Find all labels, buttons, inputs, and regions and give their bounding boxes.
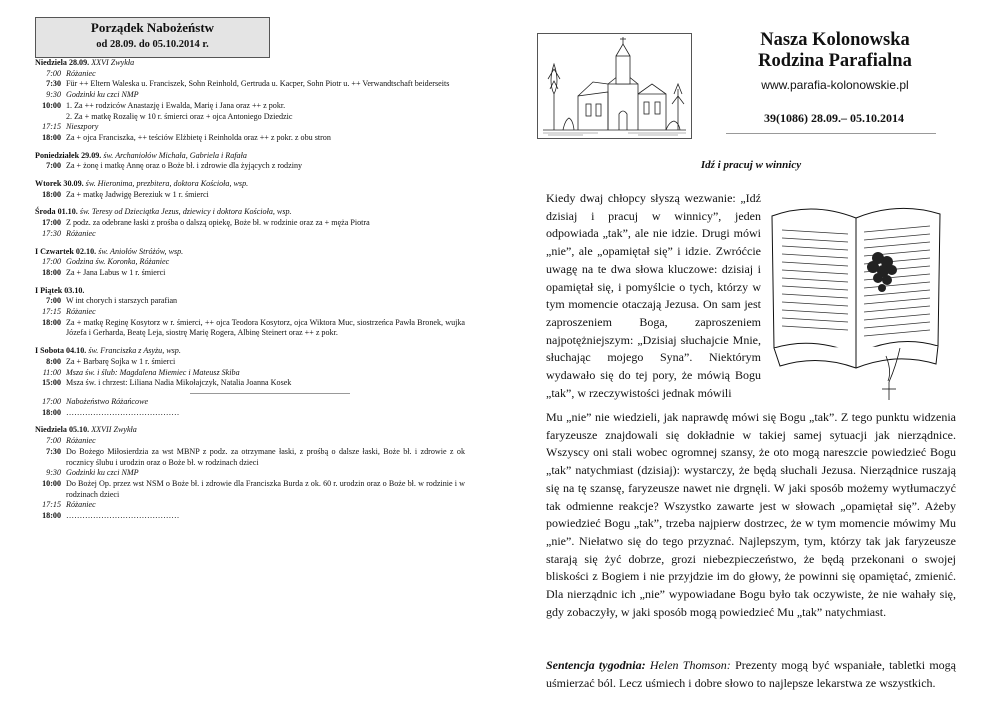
day-heading	[35, 286, 465, 297]
day-feast: św. Archaniołów Michała, Gabriela i Rafała	[103, 150, 247, 160]
mass-intention: Do Bożego Miłosierdzia za wst MBNP z podz. za otrzymane łaski, z prośbą o dalsze łaski, Boże bł. i zdrowie z ok rocznicy ślubu i urodzin oraz o Boże bł. w rodzinach dzieci	[66, 446, 465, 467]
article-title: Idź i pracuj w winnicy	[700, 159, 802, 171]
article-paragraph-1: Kiedy dwaj chłopcy słyszą wezwanie: „Idź dzisiaj i pracuj w winnicy”, jeden odpowiada „tak”, ale nie idzie. Drugi mówi „nie”, ale „opamiętał się” i idzie. Zwróćcie uwagę na te dwa słowa kluczowe: dzisiaj i opamiętał się, i pomyślcie o tych, którzy w tym momencie otaczają Jezusa. On sam jest zaproszeniem Boga, zaproszeniem najpotężniejszym: „Dzisiaj słuchajcie Mnie, słuchając mojego Syna”. Niektórym wydawało się do tej pory, że mówią Bogu „tak”, w rzeczywistości jednak mówili	[546, 191, 761, 400]
mass-time: 18:00	[42, 189, 61, 199]
day-name: I Piątek 03.10.	[35, 285, 85, 295]
sentence-label: Sentencja tygodnia:	[546, 658, 646, 672]
mass-intention: Za + matkę Reginę Kosytorz w r. śmierci, ++ ojca Teodora Kosytorz, ojca Wiktora Muc, siostrzeńca Pawła Bronek, wujka Józefa i Gerharda, Beatę Leja, siostrę Marię Rogera, Albinę Steinert oraz ++ z pokr.	[66, 317, 465, 338]
mass-entry	[35, 468, 465, 479]
mass-entry	[35, 447, 465, 468]
day-heading	[35, 58, 465, 69]
mass-entry	[35, 218, 465, 229]
day-block	[35, 179, 465, 200]
day-name: I Czwartek 02.10.	[35, 246, 97, 256]
mass-time: 7:30	[46, 79, 61, 89]
mass-time: 17:15	[42, 307, 61, 317]
mass-intention: Do Bożej Op. przez wst NSM o Boże bł. i zdrowie dla Franciszka Burda z ok. 60 r. urodzin oraz o Boże bł. w rodzinie i w rodzinach dzieci	[66, 478, 465, 499]
day-heading	[35, 346, 465, 357]
mass-entry	[35, 268, 465, 279]
mass-entry	[35, 161, 465, 172]
mass-entry	[35, 408, 465, 419]
mass-entry	[35, 229, 465, 240]
mass-entry	[35, 318, 465, 339]
day-feast: św. Hieronima, prezbitera, doktora Kościoła, wsp.	[85, 179, 249, 189]
mass-entry	[35, 511, 465, 522]
day-name: Wtorek 30.09.	[35, 179, 84, 189]
day-heading	[35, 247, 465, 258]
newsletter-page	[546, 0, 966, 702]
mass-intention: Za + Barbarę Sojka w 1 r. śmierci	[66, 356, 176, 366]
day-feast: XXVII Zwykła	[91, 425, 137, 435]
mass-intention: Różaniec	[66, 500, 96, 510]
mass-intention: Za + ojca Franciszka, ++ teściów Elżbietę i Reinholda oraz ++ z pokr. z obu stron	[66, 132, 331, 142]
newsletter-title: Nasza Kolonowska Rodzina Parafialna	[758, 30, 912, 71]
mass-entry	[35, 307, 465, 318]
mass-intention: Za + Jana Labus w 1 r. śmierci	[66, 267, 166, 277]
mass-time: 17:30	[42, 228, 61, 238]
day-name: I Sobota 04.10.	[35, 346, 87, 356]
day-feast: św. Aniołów Stróżów, wsp.	[98, 246, 184, 256]
schedule-dates: od 28.09. do 05.10.2014 r.	[96, 39, 209, 50]
day-heading	[35, 151, 465, 162]
mass-intention: W int chorych i starszych parafian	[66, 296, 178, 306]
mass-intention: Für ++ Eltern Waleska u. Franciszek, Sohn Reinhold, Gertruda u. Kacper, Sohn Piotr u. ++ Verwandtschaft beiderseits	[66, 79, 450, 89]
mass-entry	[35, 112, 465, 123]
mass-time: 18:00	[42, 317, 61, 327]
day-block	[35, 58, 465, 144]
day-name: Niedziela 05.10.	[35, 425, 90, 435]
day-block	[35, 151, 465, 172]
day-name: Środa 01.10.	[35, 207, 78, 217]
mass-entry	[35, 500, 465, 511]
mass-time: 17:15	[42, 500, 61, 510]
day-heading	[35, 207, 465, 218]
day-block	[35, 425, 465, 521]
mass-time: 7:00	[46, 296, 61, 306]
schedule-title: Porządek Nabożeństw	[90, 20, 215, 35]
sentence-text: Prezenty mogą być wspaniałe, tabletki mogą uśmierzać ból. Lecz uśmiech i dobre słowo to najlepsze lekarstwa ze wszystkich.	[546, 658, 956, 690]
separator-line	[190, 393, 350, 394]
mass-time: 18:00	[42, 267, 61, 277]
website-url: www.parafia-kolonowskie.pl	[761, 78, 909, 92]
mass-entry	[35, 397, 465, 408]
mass-time: 9:30	[46, 90, 61, 100]
day-feast: św. Franciszka z Asyżu, wsp.	[88, 346, 181, 356]
day-name: Poniedziałek 29.09.	[35, 150, 102, 160]
mass-intention: Za + matkę Jadwigę Bereziuk w 1 r. śmierci	[66, 189, 209, 199]
mass-time	[35, 112, 66, 123]
mass-entry	[35, 436, 465, 447]
mass-time: 17:00	[42, 218, 61, 228]
mass-intention: Msza św. i chrzest: Liliana Nadia Mikołajczyk, Natalia Joanna Kosek	[66, 378, 292, 388]
mass-entry	[35, 133, 465, 144]
day-block	[35, 286, 465, 340]
mass-time: 11:00	[42, 367, 61, 377]
mass-entry	[35, 69, 465, 80]
schedule-header	[35, 17, 270, 58]
day-name: Niedziela 28.09.	[35, 58, 90, 67]
mass-intention: Nieszpory	[66, 122, 99, 132]
mass-entry	[35, 79, 465, 90]
mass-time: 17:00	[42, 257, 61, 267]
mass-entry	[35, 190, 465, 201]
mass-entry	[35, 296, 465, 307]
day-heading	[35, 179, 465, 190]
mass-intention: Nabożeństwo Różańcowe	[66, 396, 149, 406]
issue-number: 39(1086) 28.09.– 05.10.2014	[764, 111, 904, 125]
day-block	[35, 346, 465, 418]
sentence-author: Helen Thomson:	[649, 658, 731, 672]
mass-intention: Różaniec	[66, 68, 96, 78]
mass-intention: Różaniec	[66, 228, 96, 238]
mass-intention: 2. Za + matkę Rozalię w 10 r. śmierci oraz + ojca Antoniego Dziedzic	[66, 111, 293, 121]
masthead-divider	[726, 133, 936, 134]
bible-rosary-illustration	[768, 196, 946, 402]
day-heading	[35, 425, 465, 436]
mass-entry	[35, 378, 465, 389]
mass-time: 17:00	[42, 396, 61, 406]
day-block	[35, 207, 465, 239]
mass-intention: ……………………………………	[66, 407, 180, 417]
mass-entry	[35, 357, 465, 368]
schedule-list	[35, 58, 465, 522]
mass-time: 8:00	[46, 356, 61, 366]
mass-intention: Msza św. i ślub: Magdalena Miemiec i Mateusz Skiba	[66, 367, 240, 377]
mass-time: 10:00	[42, 478, 61, 488]
mass-time: 18:00	[42, 511, 61, 521]
mass-intention: Godzinki ku czci NMP	[66, 468, 139, 478]
mass-time: 18:00	[42, 132, 61, 142]
mass-intention: Za + żonę i matkę Annę oraz o Boże bł. i zdrowie dla żyjących z rodziny	[66, 161, 303, 171]
schedule-page	[35, 0, 480, 702]
mass-entry	[35, 90, 465, 101]
mass-intention: Różaniec	[66, 307, 96, 317]
mass-entry	[35, 257, 465, 268]
mass-intention: Różaniec	[66, 436, 96, 446]
mass-entry	[35, 122, 465, 133]
mass-time: 9:30	[46, 468, 61, 478]
article-paragraph-2: Mu „nie” nie wiedzieli, jak naprawdę mówi się Bogu „tak”. Z tego punktu widzenia faryzeusze znajdowali się dokładnie w takiej samej sytuacji jak nierządnice. Wszyscy oni stali wobec ogromnej szansy, że oto mogą nareszcie powiedzieć Bogu „tak” natychmiast (dzisiaj): wystarczy, że będą słuchali Jezusa. Nierządnice ruszają się na tę szansę, faryzeusze nawet nie drgnęli. W jaki sposób możemy wytłumaczyć tak odmienne reakcje? Wszystko zawarte jest w słowach „opamiętał się”. Ażeby powiedzieć Bogu „tak”, trzeba najpierw dostrzec, że w tym momencie mówimy Mu „nie”. Niełatwo się do tego przyznać. Najlepszym, tym, którzy tak jak faryzeusze starają się żyć dobrze, grozi niebezpieczeństwo, że będą przekonani o swojej bliskości z Bogiem i nie przyjdzie im do głowy, że powinni się opamiętać, zmienić. Dla nierządnic ich „nie” wypowiadane Bogu było tak oczywiste, że nie wahały się, gdy zobaczyły, w jaki sposób mogą powiedzieć Mu „tak” natychmiast.	[546, 410, 956, 619]
church-illustration	[537, 33, 692, 139]
sentence-of-week	[546, 657, 956, 692]
mass-entry	[35, 479, 465, 500]
day-feast: św. Teresy od Dzieciątka Jezus, dziewicy i doktora Kościoła, wsp.	[79, 207, 292, 217]
mass-entry	[35, 101, 465, 112]
mass-time: 15:00	[42, 378, 61, 388]
mass-intention: 1. Za ++ rodziców Anastazję i Ewalda, Marię i Jana oraz ++ z pokr.	[66, 100, 286, 110]
mass-intention: Godzina św. Koronka, Różaniec	[66, 257, 170, 267]
mass-intention: Godzinki ku czci NMP	[66, 90, 139, 100]
mass-time: 7:30	[46, 446, 61, 456]
mass-entry	[35, 368, 465, 379]
day-feast: XXVI Zwykła	[91, 58, 135, 67]
mass-time: 7:00	[46, 161, 61, 171]
mass-time: 7:00	[46, 68, 61, 78]
mass-intention: Z podz. za odebrane łaski z prośba o dalszą opiekę, Boże bł. w rodzinie oraz za + męża Piotra	[66, 218, 370, 228]
mass-intention: ……………………………………	[66, 511, 180, 521]
mass-time: 18:00	[42, 407, 61, 417]
mass-time: 7:00	[46, 436, 61, 446]
mass-time: 10:00	[42, 100, 61, 110]
mass-time: 17:15	[42, 122, 61, 132]
day-block	[35, 247, 465, 279]
